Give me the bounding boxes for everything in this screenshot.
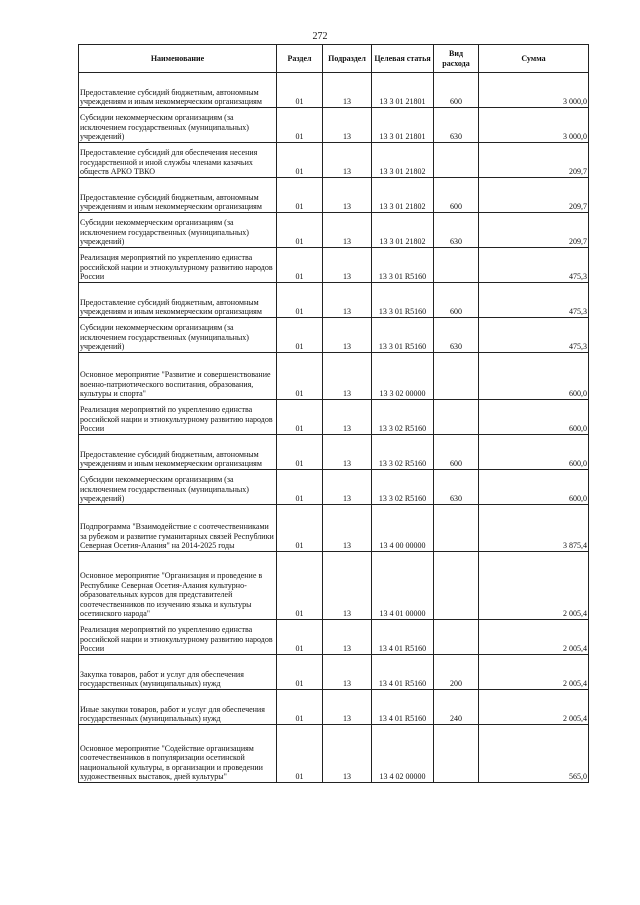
table-row <box>79 400 589 435</box>
cell-section: 01 <box>277 318 323 353</box>
cell-section: 01 <box>277 400 323 435</box>
cell-subsection: 13 <box>323 470 372 505</box>
cell-section: 01 <box>277 283 323 318</box>
column-header-subsection: Подраздел <box>323 45 372 73</box>
cell-target: 13 4 01 R5160 <box>372 655 434 690</box>
cell-kind <box>434 248 479 283</box>
cell-section: 01 <box>277 655 323 690</box>
cell-kind: 630 <box>434 470 479 505</box>
cell-subsection: 13 <box>323 655 372 690</box>
cell-name: Основное мероприятие "Организация и проведение в Республике Северная Осетия-Алания культурно-образовательных курсов для представителей соотечественников по изучению языка и культуры осетинского народа" <box>79 552 277 620</box>
table-row <box>79 73 589 108</box>
cell-subsection: 13 <box>323 620 372 655</box>
cell-subsection: 13 <box>323 318 372 353</box>
column-header-kind: Вид расхода <box>434 45 479 73</box>
cell-target: 13 3 02 R5160 <box>372 400 434 435</box>
cell-target: 13 3 01 21802 <box>372 143 434 178</box>
cell-kind <box>434 505 479 552</box>
table-row <box>79 690 589 725</box>
cell-sum: 2 005,4 <box>479 655 589 690</box>
cell-target: 13 3 01 21802 <box>372 213 434 248</box>
cell-subsection: 13 <box>323 213 372 248</box>
cell-subsection: 13 <box>323 725 372 783</box>
table-row <box>79 620 589 655</box>
cell-kind: 240 <box>434 690 479 725</box>
cell-subsection: 13 <box>323 143 372 178</box>
table-row <box>79 108 589 143</box>
cell-name: Субсидии некоммерческим организациям (за исключением государственных (муниципальных) учреждений) <box>79 213 277 248</box>
table-row <box>79 283 589 318</box>
cell-name: Закупка товаров, работ и услуг для обеспечения государственных (муниципальных) нужд <box>79 655 277 690</box>
cell-subsection: 13 <box>323 283 372 318</box>
cell-kind: 600 <box>434 283 479 318</box>
cell-section: 01 <box>277 73 323 108</box>
cell-subsection: 13 <box>323 353 372 400</box>
cell-section: 01 <box>277 108 323 143</box>
cell-sum: 209,7 <box>479 178 589 213</box>
table-row <box>79 213 589 248</box>
cell-target: 13 3 01 21801 <box>372 73 434 108</box>
cell-name: Реализация мероприятий по укреплению единства российской нации и этнокультурному развитию народов России <box>79 400 277 435</box>
cell-target: 13 4 01 00000 <box>372 552 434 620</box>
table-row <box>79 318 589 353</box>
cell-subsection: 13 <box>323 552 372 620</box>
cell-target: 13 3 02 R5160 <box>372 435 434 470</box>
cell-subsection: 13 <box>323 248 372 283</box>
cell-section: 01 <box>277 620 323 655</box>
cell-sum: 475,3 <box>479 318 589 353</box>
cell-name: Субсидии некоммерческим организациям (за исключением государственных (муниципальных) учреждений) <box>79 108 277 143</box>
cell-name: Реализация мероприятий по укреплению единства российской нации и этнокультурному развитию народов России <box>79 248 277 283</box>
cell-subsection: 13 <box>323 435 372 470</box>
cell-kind: 600 <box>434 178 479 213</box>
column-header-section: Раздел <box>277 45 323 73</box>
cell-sum: 600,0 <box>479 400 589 435</box>
column-header-target: Целевая статья <box>372 45 434 73</box>
table-row <box>79 143 589 178</box>
table-row <box>79 655 589 690</box>
table-row <box>79 435 589 470</box>
table-row <box>79 353 589 400</box>
cell-name: Субсидии некоммерческим организациям (за исключением государственных (муниципальных) учреждений) <box>79 470 277 505</box>
cell-kind: 600 <box>434 73 479 108</box>
cell-kind: 630 <box>434 318 479 353</box>
cell-sum: 2 005,4 <box>479 690 589 725</box>
column-header-sum: Сумма <box>479 45 589 73</box>
cell-name: Предоставление субсидий для обеспечения несения государственной и иной службы членами казачьих обществ АРКО ТВКО <box>79 143 277 178</box>
cell-kind <box>434 143 479 178</box>
cell-sum: 475,3 <box>479 248 589 283</box>
cell-sum: 3 000,0 <box>479 73 589 108</box>
cell-kind: 630 <box>434 108 479 143</box>
cell-name: Предоставление субсидий бюджетным, автономным учреждениям и иным некоммерческим организациям <box>79 435 277 470</box>
cell-target: 13 4 01 R5160 <box>372 620 434 655</box>
cell-sum: 3 000,0 <box>479 108 589 143</box>
table-row <box>79 552 589 620</box>
cell-section: 01 <box>277 470 323 505</box>
table-row <box>79 248 589 283</box>
cell-target: 13 3 02 00000 <box>372 353 434 400</box>
cell-target: 13 4 02 00000 <box>372 725 434 783</box>
cell-sum: 600,0 <box>479 470 589 505</box>
cell-subsection: 13 <box>323 108 372 143</box>
cell-section: 01 <box>277 143 323 178</box>
cell-target: 13 3 01 R5160 <box>372 283 434 318</box>
cell-section: 01 <box>277 505 323 552</box>
cell-name: Предоставление субсидий бюджетным, автономным учреждениям и иным некоммерческим организациям <box>79 283 277 318</box>
page-number: 272 <box>312 31 328 42</box>
cell-target: 13 3 01 21802 <box>372 178 434 213</box>
cell-name: Реализация мероприятий по укреплению единства российской нации и этнокультурному развитию народов России <box>79 620 277 655</box>
cell-name: Основное мероприятие "Развитие и совершенствование военно-патриотического воспитания, образования, культуры и спорта" <box>79 353 277 400</box>
cell-name: Предоставление субсидий бюджетным, автономным учреждениям и иным некоммерческим организациям <box>79 73 277 108</box>
cell-kind <box>434 725 479 783</box>
cell-name: Субсидии некоммерческим организациям (за исключением государственных (муниципальных) учреждений) <box>79 318 277 353</box>
cell-target: 13 3 02 R5160 <box>372 470 434 505</box>
cell-sum: 3 875,4 <box>479 505 589 552</box>
cell-subsection: 13 <box>323 400 372 435</box>
cell-target: 13 4 00 00000 <box>372 505 434 552</box>
table-row <box>79 505 589 552</box>
cell-kind <box>434 620 479 655</box>
cell-target: 13 4 01 R5160 <box>372 690 434 725</box>
cell-name: Подпрограмма "Взаимодействие с соотечественниками за рубежом и развитие гуманитарных связей Республики Северная Осетия-Алания" на 2014-2025 годы <box>79 505 277 552</box>
table-header-row <box>79 45 589 73</box>
cell-kind <box>434 400 479 435</box>
cell-target: 13 3 01 R5160 <box>372 248 434 283</box>
cell-subsection: 13 <box>323 178 372 213</box>
cell-kind <box>434 552 479 620</box>
cell-kind <box>434 353 479 400</box>
budget-table <box>78 44 589 783</box>
cell-subsection: 13 <box>323 690 372 725</box>
cell-sum: 600,0 <box>479 353 589 400</box>
cell-kind: 630 <box>434 213 479 248</box>
cell-section: 01 <box>277 552 323 620</box>
cell-sum: 600,0 <box>479 435 589 470</box>
cell-sum: 209,7 <box>479 143 589 178</box>
table-row <box>79 178 589 213</box>
cell-sum: 2 005,4 <box>479 620 589 655</box>
cell-kind: 200 <box>434 655 479 690</box>
cell-section: 01 <box>277 178 323 213</box>
cell-sum: 209,7 <box>479 213 589 248</box>
cell-section: 01 <box>277 213 323 248</box>
cell-name: Иные закупки товаров, работ и услуг для обеспечения государственных (муниципальных) нужд <box>79 690 277 725</box>
cell-section: 01 <box>277 353 323 400</box>
cell-name: Предоставление субсидий бюджетным, автономным учреждениям и иным некоммерческим организациям <box>79 178 277 213</box>
cell-section: 01 <box>277 248 323 283</box>
column-header-name: Наименование <box>79 45 277 73</box>
cell-sum: 2 005,4 <box>479 552 589 620</box>
cell-section: 01 <box>277 435 323 470</box>
cell-section: 01 <box>277 690 323 725</box>
cell-sum: 565,0 <box>479 725 589 783</box>
cell-name: Основное мероприятие "Содействие организациям соотечественников в популяризации осетинской национальной культуры, в организации и проведении художественных выставок, дней культуры" <box>79 725 277 783</box>
cell-kind: 600 <box>434 435 479 470</box>
table-row <box>79 725 589 783</box>
cell-subsection: 13 <box>323 73 372 108</box>
cell-subsection: 13 <box>323 505 372 552</box>
table-row <box>79 470 589 505</box>
cell-target: 13 3 01 21801 <box>372 108 434 143</box>
cell-target: 13 3 01 R5160 <box>372 318 434 353</box>
cell-sum: 475,3 <box>479 283 589 318</box>
cell-section: 01 <box>277 725 323 783</box>
